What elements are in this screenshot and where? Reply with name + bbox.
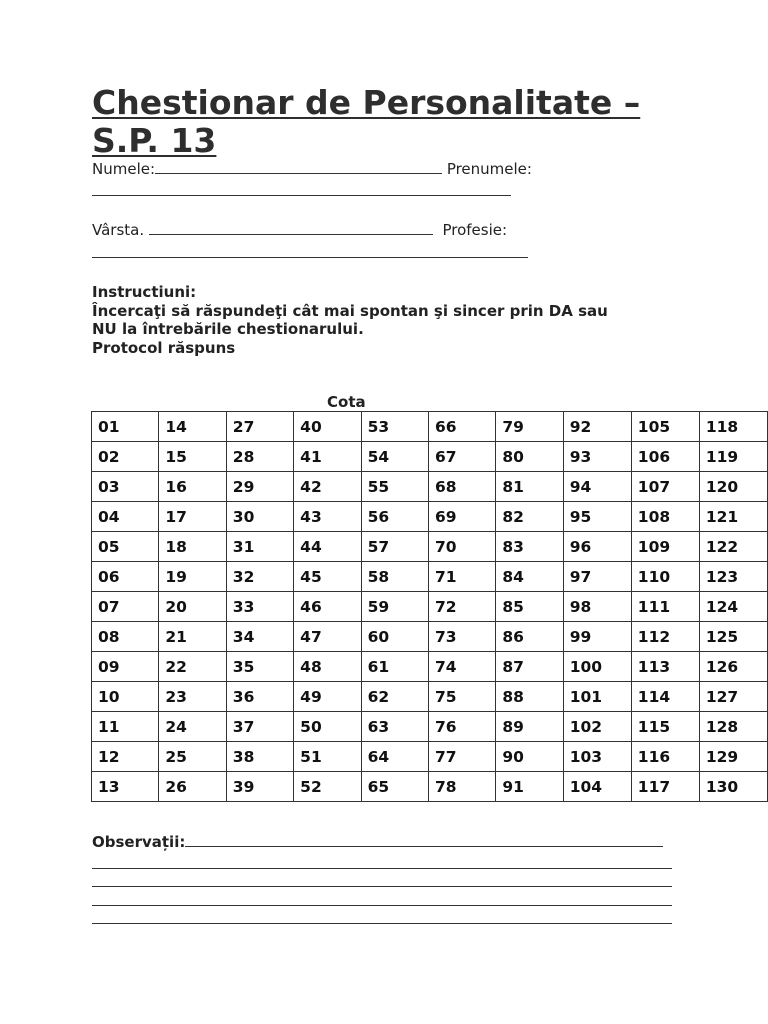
table-cell: 122 — [699, 532, 767, 562]
table-cell: 80 — [496, 442, 563, 472]
table-cell: 37 — [226, 712, 293, 742]
table-cell: 03 — [92, 472, 159, 502]
table-cell: 107 — [631, 472, 699, 502]
table-cell: 54 — [361, 442, 428, 472]
observatii-line[interactable] — [92, 923, 672, 924]
table-cell: 19 — [159, 562, 226, 592]
table-cell: 130 — [699, 772, 767, 802]
numele-field[interactable] — [155, 161, 442, 174]
cota-label: Cota — [327, 393, 366, 411]
table-cell: 05 — [92, 532, 159, 562]
table-cell: 126 — [699, 652, 767, 682]
observatii-line[interactable] — [92, 868, 672, 869]
table-cell: 120 — [699, 472, 767, 502]
table-cell: 114 — [631, 682, 699, 712]
age-row — [92, 221, 507, 239]
table-cell: 29 — [226, 472, 293, 502]
table-cell: 96 — [563, 532, 631, 562]
table-row — [92, 742, 768, 772]
table-row — [92, 472, 768, 502]
table-cell: 129 — [699, 742, 767, 772]
table-cell: 108 — [631, 502, 699, 532]
table-cell: 06 — [92, 562, 159, 592]
table-cell: 14 — [159, 412, 226, 442]
table-cell: 47 — [294, 622, 361, 652]
table-cell: 103 — [563, 742, 631, 772]
table-cell: 110 — [631, 562, 699, 592]
table-cell: 61 — [361, 652, 428, 682]
table-row — [92, 712, 768, 742]
table-cell: 11 — [92, 712, 159, 742]
prenumele-label: Prenumele: — [446, 160, 532, 178]
table-row — [92, 772, 768, 802]
table-cell: 55 — [361, 472, 428, 502]
answer-grid — [91, 411, 768, 802]
table-row — [92, 412, 768, 442]
table-cell: 91 — [496, 772, 563, 802]
table-cell: 30 — [226, 502, 293, 532]
table-cell: 39 — [226, 772, 293, 802]
table-cell: 20 — [159, 592, 226, 622]
table-row — [92, 652, 768, 682]
table-cell: 21 — [159, 622, 226, 652]
varsta-label: Vârsta. — [92, 221, 145, 239]
table-cell: 04 — [92, 502, 159, 532]
table-cell: 24 — [159, 712, 226, 742]
table-cell: 66 — [428, 412, 495, 442]
observatii-field[interactable] — [185, 834, 663, 847]
table-cell: 112 — [631, 622, 699, 652]
table-cell: 31 — [226, 532, 293, 562]
profesie-label: Profesie: — [442, 221, 508, 239]
table-cell: 45 — [294, 562, 361, 592]
protocol-label: Protocol răspuns — [92, 338, 236, 357]
table-cell: 86 — [496, 622, 563, 652]
table-cell: 93 — [563, 442, 631, 472]
table-cell: 78 — [428, 772, 495, 802]
table-cell: 102 — [563, 712, 631, 742]
numele-label: Numele: — [92, 160, 156, 178]
table-cell: 76 — [428, 712, 495, 742]
table-cell: 51 — [294, 742, 361, 772]
table-cell: 52 — [294, 772, 361, 802]
table-cell: 07 — [92, 592, 159, 622]
table-row — [92, 562, 768, 592]
table-cell: 08 — [92, 622, 159, 652]
table-cell: 15 — [159, 442, 226, 472]
table-cell: 109 — [631, 532, 699, 562]
table-cell: 94 — [563, 472, 631, 502]
observatii-label: Observații: — [92, 833, 186, 851]
table-cell: 59 — [361, 592, 428, 622]
table-cell: 113 — [631, 652, 699, 682]
table-cell: 50 — [294, 712, 361, 742]
table-cell: 84 — [496, 562, 563, 592]
observatii-row — [92, 833, 663, 851]
instructions-heading: Instructiuni: — [92, 283, 197, 301]
table-cell: 128 — [699, 712, 767, 742]
table-cell: 23 — [159, 682, 226, 712]
table-cell: 75 — [428, 682, 495, 712]
page-title: Chestionar de Personalitate – S.P. 13 — [92, 83, 641, 160]
observatii-line[interactable] — [92, 886, 672, 887]
table-cell: 49 — [294, 682, 361, 712]
table-cell: 67 — [428, 442, 495, 472]
table-cell: 56 — [361, 502, 428, 532]
prenumele-field[interactable] — [92, 195, 511, 196]
table-row — [92, 442, 768, 472]
table-cell: 100 — [563, 652, 631, 682]
table-cell: 01 — [92, 412, 159, 442]
table-cell: 79 — [496, 412, 563, 442]
instructions-line-2: NU la întrebările chestionarului. — [92, 320, 364, 338]
table-cell: 119 — [699, 442, 767, 472]
table-cell: 88 — [496, 682, 563, 712]
table-cell: 68 — [428, 472, 495, 502]
table-cell: 43 — [294, 502, 361, 532]
table-cell: 70 — [428, 532, 495, 562]
table-cell: 71 — [428, 562, 495, 592]
table-cell: 41 — [294, 442, 361, 472]
table-cell: 81 — [496, 472, 563, 502]
table-cell: 33 — [226, 592, 293, 622]
varsta-field[interactable] — [149, 222, 433, 235]
table-row — [92, 682, 768, 712]
name-row — [92, 160, 532, 178]
table-cell: 35 — [226, 652, 293, 682]
profesie-field[interactable] — [92, 257, 528, 258]
table-cell: 60 — [361, 622, 428, 652]
table-cell: 44 — [294, 532, 361, 562]
table-cell: 09 — [92, 652, 159, 682]
table-cell: 16 — [159, 472, 226, 502]
table-cell: 73 — [428, 622, 495, 652]
table-cell: 111 — [631, 592, 699, 622]
table-row — [92, 502, 768, 532]
table-row — [92, 532, 768, 562]
table-cell: 92 — [563, 412, 631, 442]
table-cell: 89 — [496, 712, 563, 742]
table-cell: 28 — [226, 442, 293, 472]
table-cell: 99 — [563, 622, 631, 652]
table-cell: 02 — [92, 442, 159, 472]
table-cell: 101 — [563, 682, 631, 712]
table-cell: 26 — [159, 772, 226, 802]
table-cell: 42 — [294, 472, 361, 502]
table-cell: 115 — [631, 712, 699, 742]
table-cell: 95 — [563, 502, 631, 532]
table-cell: 72 — [428, 592, 495, 622]
observatii-line[interactable] — [92, 905, 672, 906]
table-cell: 87 — [496, 652, 563, 682]
table-cell: 10 — [92, 682, 159, 712]
table-cell: 117 — [631, 772, 699, 802]
table-cell: 62 — [361, 682, 428, 712]
table-cell: 121 — [699, 502, 767, 532]
table-cell: 124 — [699, 592, 767, 622]
table-cell: 125 — [699, 622, 767, 652]
table-cell: 65 — [361, 772, 428, 802]
table-cell: 69 — [428, 502, 495, 532]
table-cell: 74 — [428, 652, 495, 682]
table-cell: 48 — [294, 652, 361, 682]
table-cell: 123 — [699, 562, 767, 592]
table-cell: 12 — [92, 742, 159, 772]
table-cell: 25 — [159, 742, 226, 772]
table-cell: 90 — [496, 742, 563, 772]
table-cell: 22 — [159, 652, 226, 682]
table-cell: 64 — [361, 742, 428, 772]
table-cell: 105 — [631, 412, 699, 442]
table-cell: 13 — [92, 772, 159, 802]
table-cell: 77 — [428, 742, 495, 772]
table-cell: 57 — [361, 532, 428, 562]
table-cell: 34 — [226, 622, 293, 652]
table-cell: 27 — [226, 412, 293, 442]
table-cell: 127 — [699, 682, 767, 712]
table-cell: 63 — [361, 712, 428, 742]
table-cell: 85 — [496, 592, 563, 622]
table-cell: 32 — [226, 562, 293, 592]
table-cell: 58 — [361, 562, 428, 592]
instructions-line-1: Încercaţi să răspundeţi cât mai spontan şi sincer prin DA sau — [92, 301, 608, 320]
table-cell: 18 — [159, 532, 226, 562]
table-cell: 98 — [563, 592, 631, 622]
table-cell: 82 — [496, 502, 563, 532]
table-row — [92, 592, 768, 622]
table-cell: 40 — [294, 412, 361, 442]
table-cell: 106 — [631, 442, 699, 472]
table-cell: 17 — [159, 502, 226, 532]
table-cell: 116 — [631, 742, 699, 772]
table-row — [92, 622, 768, 652]
table-cell: 97 — [563, 562, 631, 592]
table-cell: 53 — [361, 412, 428, 442]
table-cell: 36 — [226, 682, 293, 712]
table-cell: 46 — [294, 592, 361, 622]
table-cell: 104 — [563, 772, 631, 802]
table-cell: 38 — [226, 742, 293, 772]
table-cell: 118 — [699, 412, 767, 442]
table-cell: 83 — [496, 532, 563, 562]
instructions — [92, 283, 692, 357]
